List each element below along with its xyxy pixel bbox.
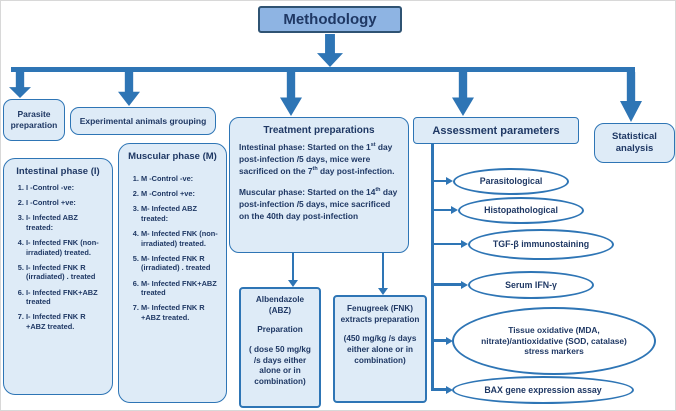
assessment-parameters-box — [413, 117, 579, 144]
muscular-item: 2. M -Control +ve: — [141, 189, 220, 199]
fnk-dose: (450 mg/kg /s days either alone or in combination) — [343, 334, 417, 365]
assessment-item-label: Histopathological — [484, 205, 558, 215]
treatment-preparations-title: Treatment preparations — [263, 125, 375, 136]
treatment-intestinal-text — [239, 142, 399, 178]
intestinal-item: 6. I- Infected FNK+ABZ treated — [26, 288, 106, 307]
assessment-item-label: BAX gene expression assay — [484, 384, 602, 395]
text-run: day post-infection /5 days, mice were sacrificed on the 7 — [239, 142, 393, 176]
assessment-item-label: Tissue oxidative (MDA, nitrate)/antioxidative (SOD, catalase) stress markers — [481, 325, 627, 357]
muscular-item: 5. M- Infected FNK R (irradiated) . treated — [141, 254, 220, 273]
treatment-muscular-label: Muscular phase: — [239, 186, 306, 197]
branch-arrow-treatment — [280, 72, 302, 116]
text-run: Started on the 1 — [305, 142, 371, 152]
intestinal-item: 2. I -Control +ve: — [26, 198, 106, 208]
assessment-branch-arrow — [432, 177, 453, 186]
muscular-item: 3. M- Infected ABZ treated: — [141, 204, 220, 223]
sup-ordinal: th — [312, 166, 318, 173]
ellipse-oxidative-markers — [452, 307, 656, 375]
sup-ordinal: th — [375, 186, 381, 193]
fnk-connector-arrow — [378, 253, 388, 295]
intestinal-phase-title: Intestinal phase (I) — [16, 166, 100, 177]
statistical-analysis-box — [594, 123, 675, 163]
intestinal-item: 1. I -Control -ve: — [26, 183, 106, 193]
assessment-item-label: TGF-β immunostaining — [492, 239, 590, 249]
assessment-item-label: Parasitological — [479, 176, 543, 186]
branch-distribution-line — [11, 67, 635, 72]
ellipse-bax-assay — [452, 376, 634, 404]
abz-name: Albendazole (ABZ) — [255, 295, 305, 315]
abz-preparation-box — [239, 287, 321, 408]
muscular-item: 6. M- Infected FNK+ABZ treated — [141, 279, 220, 298]
assessment-parameters-label: Assessment parameters — [432, 124, 560, 137]
animals-grouping-label: Experimental animals grouping — [79, 116, 207, 126]
muscular-group-list — [126, 174, 220, 323]
muscular-item: 7. M- Infected FNK R +ABZ treated. — [141, 303, 220, 322]
intestinal-phase-box — [3, 158, 113, 395]
ellipse-serum-ifn — [468, 271, 594, 299]
methodology-title-box — [258, 6, 402, 33]
text-run: Started on the 14 — [305, 186, 376, 197]
assessment-branch-arrow — [432, 386, 453, 395]
assessment-item-label: Serum IFN-γ — [505, 279, 557, 290]
statistical-analysis-label: Statistical analysis — [612, 131, 657, 154]
branch-arrow-assessment — [452, 72, 474, 116]
abz-dose: ( dose 50 mg/kg /s days either alone or in combination) — [249, 344, 311, 386]
ellipse-parasitological — [453, 168, 569, 195]
animals-grouping-box — [70, 107, 216, 135]
methodology-down-arrow — [317, 34, 343, 67]
abz-connector-arrow — [288, 253, 298, 287]
ellipse-tgf-immunostaining — [468, 229, 614, 260]
ellipse-histopathological — [458, 197, 584, 224]
muscular-item: 1. M -Control -ve: — [141, 174, 220, 184]
intestinal-item: 3. I- Infected ABZ treated: — [26, 213, 106, 232]
assessment-branch-arrow — [432, 240, 468, 249]
parasite-preparation-label: Parasite preparation — [10, 108, 58, 130]
branch-arrow-grouping — [118, 72, 140, 106]
text-run: day post-infection /5 days, mice sacrificed on the 40th day post-infection — [239, 186, 398, 221]
parasite-preparation-box — [3, 99, 65, 141]
intestinal-item: 5. I- Infected FNK R (irradiated) . treated — [26, 263, 106, 282]
intestinal-group-list — [11, 183, 106, 332]
assessment-branch-arrow — [432, 337, 453, 346]
abz-preparation-label: Preparation — [257, 325, 303, 335]
intestinal-item: 7. I- Infected FNK R +ABZ treated. — [26, 312, 106, 331]
assessment-branch-arrow — [432, 281, 468, 290]
treatment-intestinal-label: Intestinal phase: — [239, 142, 306, 152]
muscular-phase-title: Muscular phase (M) — [128, 151, 217, 162]
treatment-preparations-box — [229, 117, 409, 253]
assessment-branch-arrow — [432, 206, 458, 215]
text-run: day post-infection. — [317, 165, 395, 176]
branch-arrow-parasite — [9, 72, 31, 98]
branch-arrow-statistical — [620, 72, 642, 122]
sup-ordinal: st — [370, 142, 376, 149]
intestinal-item: 4. I- Infected FNK (non-irradiated) treated. — [26, 238, 106, 257]
muscular-phase-box — [118, 143, 227, 403]
muscular-item: 4. M- Infected FNK (non-irradiated) treated. — [141, 229, 220, 248]
fnk-name: Fenugreek (FNK) extracts preparation — [340, 304, 420, 324]
treatment-muscular-text — [239, 187, 399, 223]
page-title: Methodology — [283, 11, 377, 28]
fnk-preparation-box — [333, 295, 427, 403]
